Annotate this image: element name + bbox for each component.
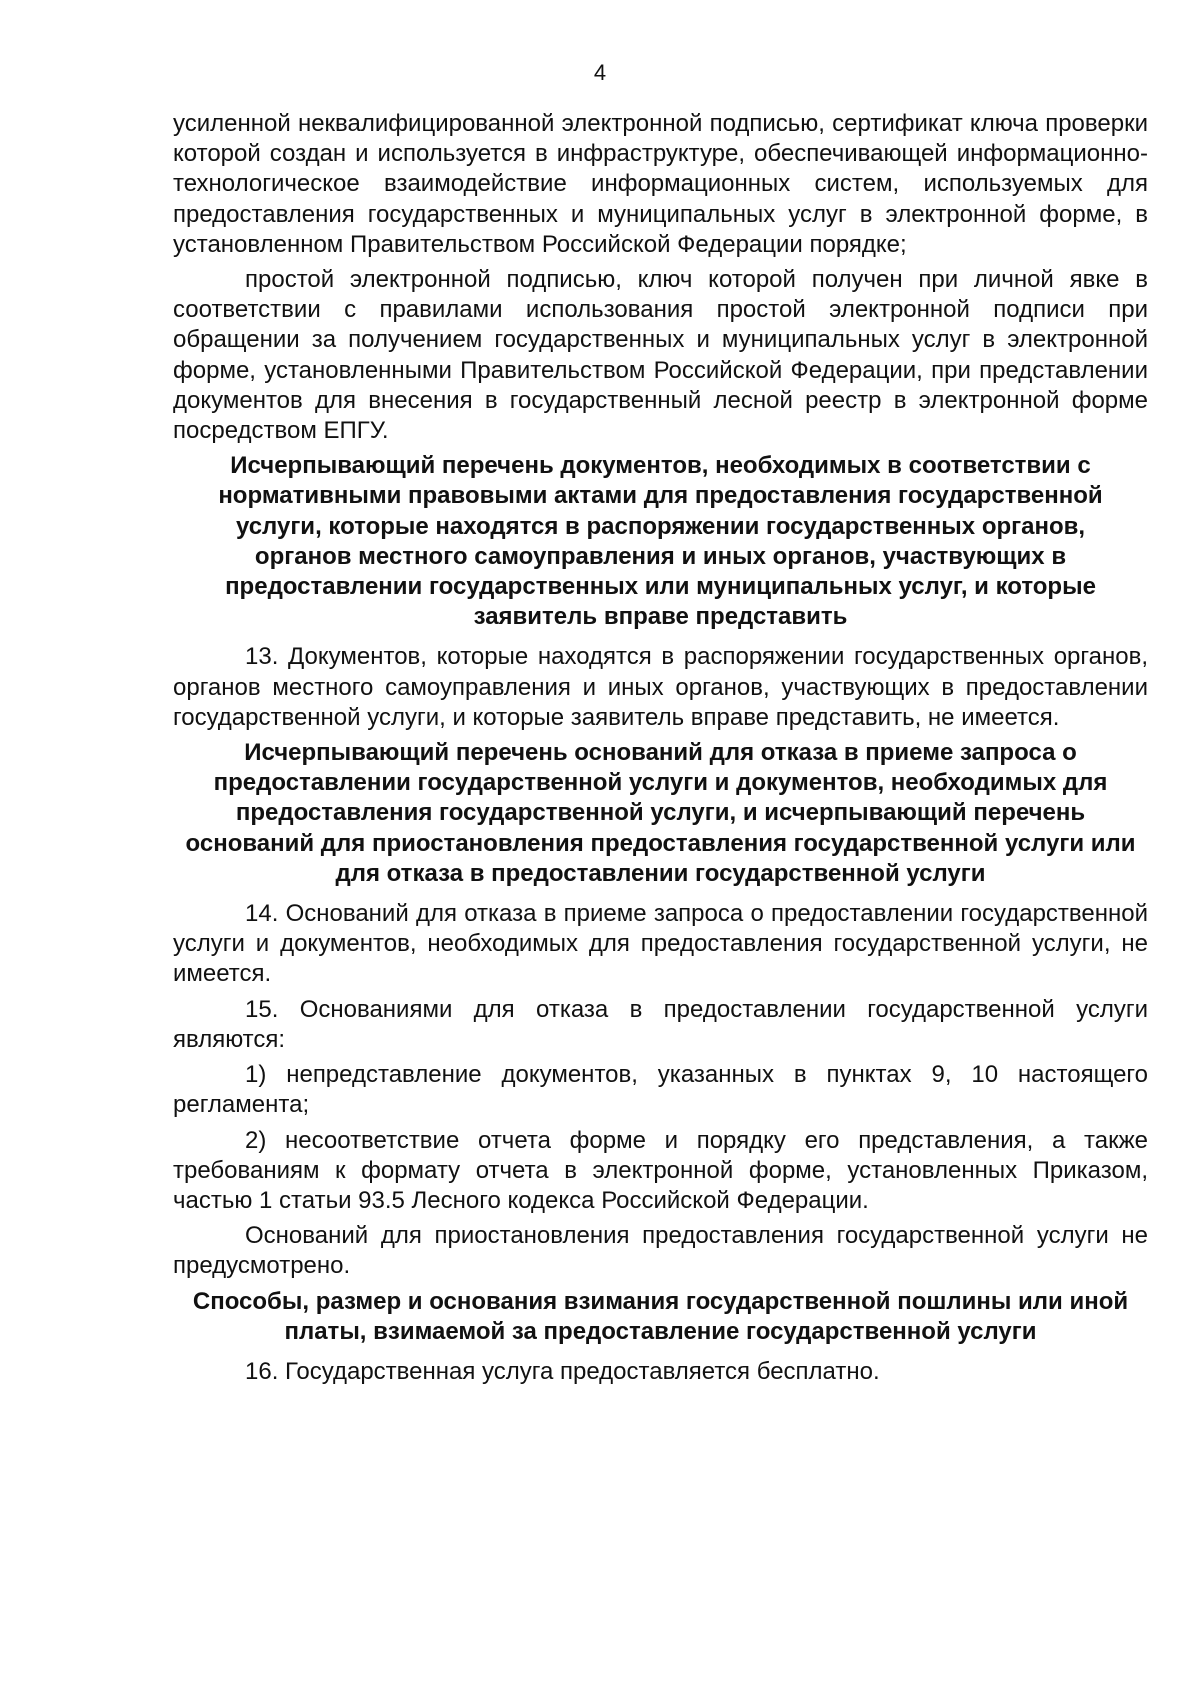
paragraph-13: 13. Документов, которые находятся в распоряжении государственных органов, органов местного самоуправления и иных органов, участвующих в предоставлении государственной услуги, и которые заявитель вправе представить, не имеется. bbox=[173, 643, 1148, 731]
list-item-1: 1) непредставление документов, указанных в пунктах 9, 10 настоящего регламента; bbox=[173, 1061, 1148, 1119]
paragraph-16: 16. Государственная услуга предоставляется бесплатно. bbox=[245, 1357, 880, 1385]
paragraph-simple-signature: простой электронной подписью, ключ которой получен при личной явке в соответствии с правилами использования простой электронной подписи при обращении за получением государственных и муниципальных услуг в электронной форме, установленными Правительством Российской Федерации, при представлении документов для внесения в государственный лесной реестр в электронной форме посредством ЕПГУ. bbox=[173, 266, 1148, 445]
section-heading-fee: Способы, размер и основания взимания государственной пошлины или иной платы, взимаемой за предоставление государственной услуги bbox=[192, 1287, 1129, 1345]
document-body bbox=[173, 110, 1148, 1392]
paragraph-14: 14. Оснований для отказа в приеме запроса о предоставлении государственной услуги и документов, необходимых для предоставления государственной услуги, не имеется. bbox=[173, 900, 1148, 988]
section-heading-documents-list: Исчерпывающий перечень документов, необходимых в соответствии с нормативными правовыми актами для предоставления государственной услуги, которые находятся в распоряжении государственных органов, органов местного самоуправления и иных органов, участвующих в предоставлении государственных или муниципальных услуг, и которые заявитель вправе представить bbox=[218, 452, 1103, 631]
page-number: 4 bbox=[593, 60, 607, 85]
list-item-2: 2) несоответствие отчета форме и порядку его представления, а также требованиям к формату отчета в электронной форме, установленных Приказом, частью 1 статьи 93.5 Лесного кодекса Российской Федерации. bbox=[173, 1126, 1148, 1214]
section-heading-refusal-grounds: Исчерпывающий перечень оснований для отказа в приеме запроса о предоставлении государственной услуги и документов, необходимых для предоставления государственной услуги, и исчерпывающий перечень оснований для приостановления предоставления государственной услуги или для отказа в предоставлении государственной услуги bbox=[185, 739, 1136, 887]
paragraph-continuation: усиленной неквалифицированной электронной подписью, сертификат ключа проверки которой создан и используется в инфраструктуре, обеспечивающей информационно-технологическое взаимодействие информационных систем, используемых для предоставления государственных и муниципальных услуг в электронной форме, в установленном Правительством Российской Федерации порядке; bbox=[173, 110, 1148, 258]
paragraph-15: 15. Основаниями для отказа в предоставлении государственной услуги являются: bbox=[173, 995, 1148, 1053]
paragraph-suspension: Оснований для приостановления предоставления государственной услуги не предусмотрено. bbox=[173, 1222, 1148, 1280]
